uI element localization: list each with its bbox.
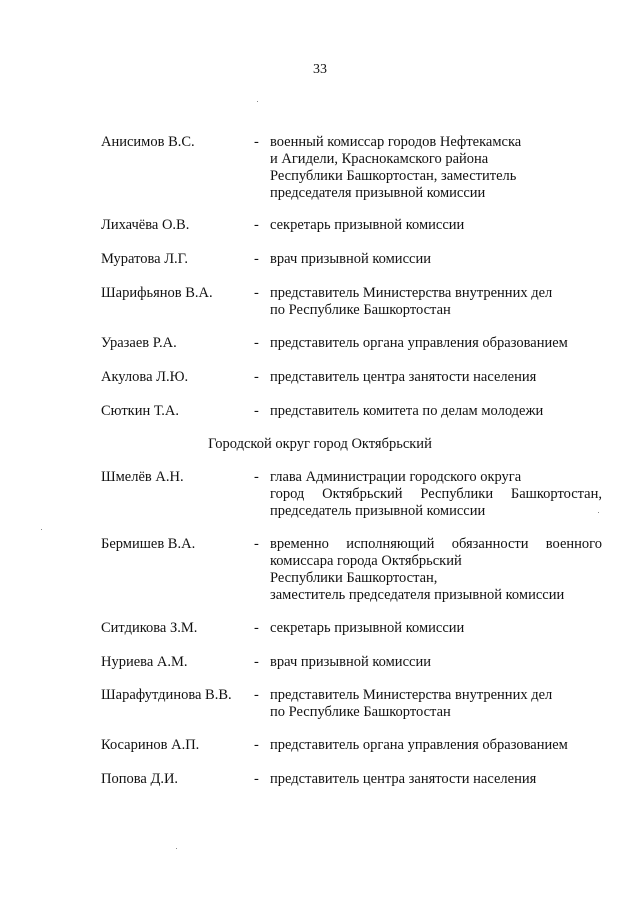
member-role xyxy=(270,654,602,671)
dash-separator: - xyxy=(254,285,259,301)
dash-separator: - xyxy=(254,403,259,419)
role-line: председателя призывной комиссии xyxy=(270,185,486,201)
dash-separator: - xyxy=(254,771,259,787)
role-line: представитель Министерства внутренних дел xyxy=(270,285,553,301)
member-role xyxy=(270,620,602,637)
dash-separator: - xyxy=(254,536,259,552)
member-role xyxy=(270,403,602,420)
role-line: город Октябрьский Республики Башкортостан, xyxy=(270,486,602,502)
role-line: по Республике Башкортостан xyxy=(270,704,451,720)
member-name: Попова Д.И. xyxy=(101,771,179,787)
dash-separator: - xyxy=(254,335,259,351)
member-name: Шарафутдинова В.В. xyxy=(101,687,232,703)
dash-separator: - xyxy=(254,469,259,485)
scan-speck xyxy=(257,101,258,102)
dash-separator: - xyxy=(254,134,259,150)
member-name: Анисимов В.С. xyxy=(101,134,195,150)
role-line: по Республике Башкортостан xyxy=(270,302,451,318)
role-line: заместитель председателя призывной комиссии xyxy=(270,587,565,603)
role-line: представитель центра занятости населения xyxy=(270,369,537,385)
member-name: Муратова Л.Г. xyxy=(101,251,189,267)
role-line: представитель органа управления образованием xyxy=(270,737,568,753)
member-name: Сюткин Т.А. xyxy=(101,403,179,419)
member-role xyxy=(270,369,602,386)
member-name: Акулова Л.Ю. xyxy=(101,369,189,385)
role-line: секретарь призывной комиссии xyxy=(270,217,465,233)
scan-speck xyxy=(176,848,177,849)
role-line: секретарь призывной комиссии xyxy=(270,620,465,636)
member-name: Шмелёв А.Н. xyxy=(101,469,184,485)
page-number: 33 xyxy=(313,62,327,77)
member-role xyxy=(270,217,602,234)
member-role xyxy=(270,335,602,352)
role-line: глава Администрации городского округа xyxy=(270,469,522,485)
member-name: Ситдикова З.М. xyxy=(101,620,198,636)
role-line: временно исполняющий обязанности военного xyxy=(270,536,602,552)
member-role xyxy=(270,469,602,520)
member-name: Лихачёва О.В. xyxy=(101,217,190,233)
role-line: Республики Башкортостан, заместитель xyxy=(270,168,517,184)
role-line: военный комиссар городов Нефтекамска xyxy=(270,134,522,150)
dash-separator: - xyxy=(254,737,259,753)
scan-speck xyxy=(41,529,42,530)
role-line: комиссара города Октябрьский xyxy=(270,553,462,569)
member-role xyxy=(270,134,602,202)
dash-separator: - xyxy=(254,217,259,233)
member-role xyxy=(270,285,602,319)
dash-separator: - xyxy=(254,654,259,670)
dash-separator: - xyxy=(254,687,259,703)
section-heading: Городской округ город Октябрьский xyxy=(208,436,432,452)
role-line: и Агидели, Краснокамского района xyxy=(270,151,489,167)
role-line: врач призывной комиссии xyxy=(270,654,431,670)
member-name: Шарифьянов В.А. xyxy=(101,285,213,301)
role-line: представитель Министерства внутренних дел xyxy=(270,687,553,703)
dash-separator: - xyxy=(254,251,259,267)
scan-speck xyxy=(598,512,599,513)
role-line: председатель призывной комиссии xyxy=(270,503,486,519)
member-name: Уразаев Р.А. xyxy=(101,335,177,351)
role-line: представитель комитета по делам молодежи xyxy=(270,403,544,419)
member-role xyxy=(270,536,602,604)
role-line: врач призывной комиссии xyxy=(270,251,431,267)
member-name: Косаринов А.П. xyxy=(101,737,200,753)
role-line: представитель органа управления образованием xyxy=(270,335,568,351)
member-role xyxy=(270,771,602,788)
member-role xyxy=(270,687,602,721)
dash-separator: - xyxy=(254,369,259,385)
dash-separator: - xyxy=(254,620,259,636)
role-line: представитель центра занятости населения xyxy=(270,771,537,787)
member-role xyxy=(270,737,602,754)
member-name: Бермишев В.А. xyxy=(101,536,196,552)
role-line: Республики Башкортостан, xyxy=(270,570,438,586)
member-name: Нуриева А.М. xyxy=(101,654,188,670)
member-role xyxy=(270,251,602,268)
